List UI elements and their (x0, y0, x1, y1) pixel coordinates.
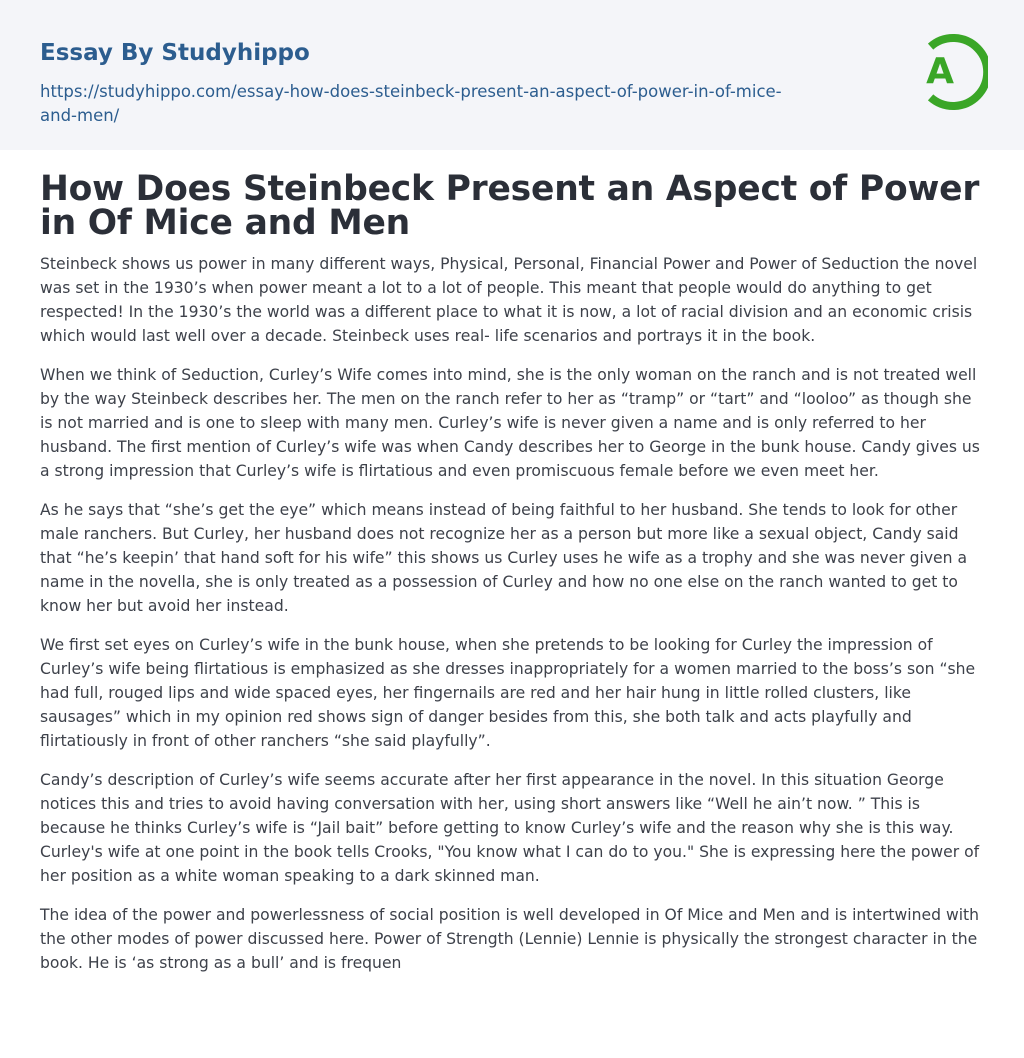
essay-article (0, 169, 1024, 975)
essay-paragraph-1: Steinbeck shows us power in many different ways, Physical, Personal, Financial Power and Power of Seduction the novel was set in the 1930’s when power meant a lot to a lot of people. This meant that people would do anything to get respected! In the 1930’s the world was a different place to what it is now, a lot of racial division and an economic crisis which would last well over a decade. Steinbeck uses real- life scenarios and portrays it in the book. (40, 255, 978, 345)
essay-paragraph-4: We first set eyes on Curley’s wife in the bunk house, when she pretends to be looking for Curley the impression of Curley’s wife being flirtatious is emphasized as she dresses inappropriately for a women married to the boss’s son “she had full, rouged lips and wide spaced eyes, her fingernails are red and her hair hung in little rolled clusters, like sausages” which in my opinion red shows sign of danger besides from this, she both talk and acts playfully and flirtatiously in front of other ranchers “she said playfully”. (40, 636, 976, 750)
essay-url-link[interactable]: https://studyhippo.com/essay-how-does-steinbeck-present-an-aspect-of-power-in-of-mice-and-men/ (40, 82, 782, 125)
essay-paragraph-5: Candy’s description of Curley’s wife seems accurate after her first appearance in the novel. In this situation George notices this and tries to avoid having conversation with her, using short answers like “Well he ain’t now. ” This is because he thinks Curley’s wife is “Jail bait” before getting to know Curley’s wife and the reason why she is this way. Curley's wife at one point in the book tells Crooks, "You know what I can do to you." She is expressing here the power of her position as a white woman speaking to a dark skinned man. (40, 771, 980, 885)
essay-paragraph-2: When we think of Seduction, Curley’s Wife comes into mind, she is the only woman on the ranch and is not treated well by the way Steinbeck describes her. The men on the ranch refer to her as “tramp” or “tart” and “looloo” as though she is not married and is one to sleep with many men. Curley’s wife is never given a name and is only referred to her husband. The first mention of Curley’s wife was when Candy describes her to George in the bunk house. Candy gives us a strong impression that Curley’s wife is flirtatious and even promiscuous female before we even meet her. (40, 366, 980, 480)
essay-paragraph-3: As he says that “she’s get the eye” which means instead of being faithful to her husband. She tends to look for other male ranchers. But Curley, her husband does not recognize her as a person but more like a sexual object, Candy said that “he’s keepin’ that hand soft for his wife” this shows us Curley uses he wife as a trophy and she was never given a name in the novella, she is only treated as a possession of Curley and how no one else on the ranch wanted to get to know her but avoid her instead. (40, 501, 968, 615)
logo-letter: A (926, 51, 954, 92)
site-brand[interactable]: Essay By Studyhippo (40, 40, 310, 66)
essay-paragraph-6: The idea of the power and powerlessness of social position is well developed in Of Mice and Men and is intertwined with the other modes of power discussed here. Power of Strength (Lennie) Lennie is physically the strongest character in the book. He is ‘as strong as a bull’ and is frequen (40, 906, 980, 972)
page-header (0, 0, 1024, 150)
essay-title: How Does Steinbeck Present an Aspect of Power in Of Mice and Men (40, 169, 980, 243)
studyhippo-logo-icon[interactable] (910, 28, 988, 116)
